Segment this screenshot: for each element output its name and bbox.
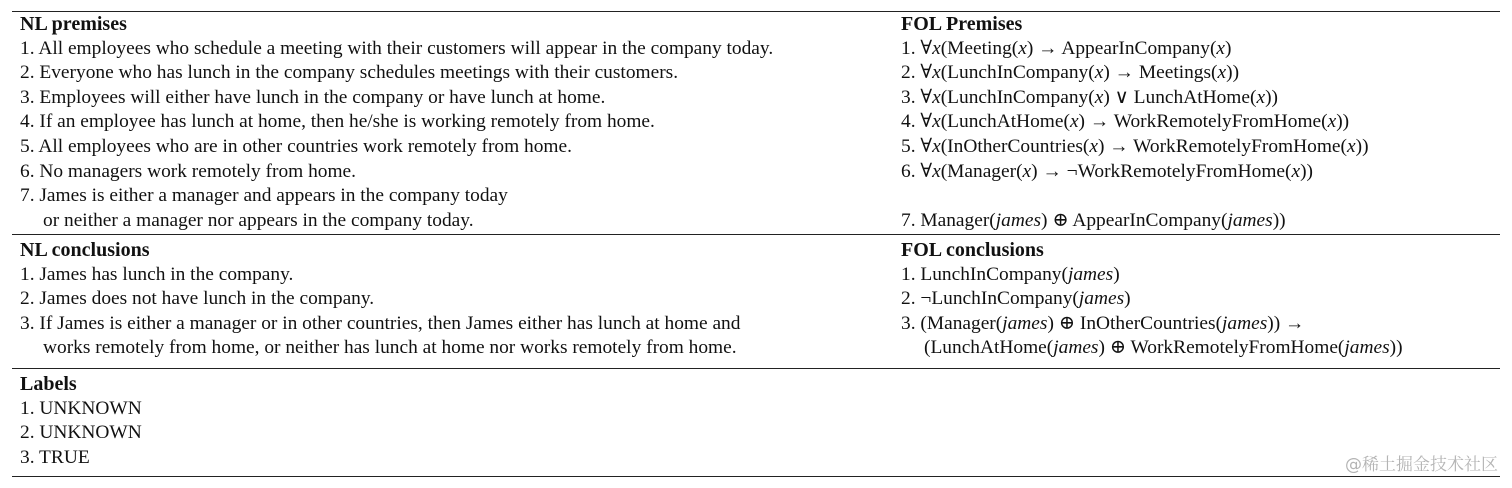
logic-example-table — [12, 11, 1500, 477]
spacer — [901, 184, 1501, 209]
nl-premise-1: 1. All employees who schedule a meeting with their customers will appear in the company today. — [20, 37, 774, 59]
nl-conclusions-column — [20, 238, 892, 361]
fol-conclusion-3-continued: (LunchAtHome(james) ⊕ WorkRemotelyFromHome(james)) — [924, 337, 1403, 359]
label-2: 2. UNKNOWN — [20, 422, 142, 444]
fol-conclusion-1: 1. LunchInCompany(james) — [901, 263, 1120, 285]
fol-premise-4: 4. ∀x(LunchAtHome(x) → WorkRemotelyFromHome(x)) — [901, 111, 1350, 133]
nl-premise-4: 4. If an employee has lunch at home, then he/she is working remotely from home. — [20, 111, 655, 133]
fol-conclusions-header: FOL conclusions — [901, 239, 1044, 261]
nl-premise-7: 7. James is either a manager and appears in the company today — [20, 185, 508, 207]
fol-premises-header: FOL Premises — [901, 13, 1023, 35]
nl-conclusion-3-continued: works remotely from home, or neither has lunch at home nor works remotely from home. — [43, 337, 737, 359]
nl-premise-3: 3. Employees will either have lunch in the company or have lunch at home. — [20, 86, 606, 108]
labels-header: Labels — [20, 373, 77, 395]
nl-premises-header: NL premises — [20, 13, 127, 35]
watermark: @稀土掘金技术社区 — [1345, 455, 1498, 475]
nl-conclusion-1: 1. James has lunch in the company. — [20, 263, 294, 285]
nl-premise-7-continued: or neither a manager nor appears in the company today. — [43, 209, 474, 231]
fol-conclusions-column — [901, 238, 1501, 361]
labels-section — [12, 369, 1500, 476]
fol-premise-3: 3. ∀x(LunchInCompany(x) ∨ LunchAtHome(x)) — [901, 86, 1278, 108]
nl-premise-5: 5. All employees who are in other countries work remotely from home. — [20, 135, 572, 157]
conclusions-section — [12, 235, 1500, 368]
labels-column — [20, 372, 892, 470]
label-3: 3. TRUE — [20, 446, 90, 468]
fol-premise-2: 2. ∀x(LunchInCompany(x) → Meetings(x)) — [901, 62, 1240, 84]
nl-premises-column — [20, 12, 892, 233]
nl-conclusion-2: 2. James does not have lunch in the company. — [20, 288, 375, 310]
nl-conclusions-header: NL conclusions — [20, 239, 150, 261]
nl-premise-6: 6. No managers work remotely from home. — [20, 160, 357, 182]
nl-conclusion-3: 3. If James is either a manager or in other countries, then James either has lunch at home and — [20, 312, 741, 334]
fol-premise-6: 6. ∀x(Manager(x) → ¬WorkRemotelyFromHome(x)) — [901, 160, 1314, 182]
fol-premises-column — [901, 12, 1501, 233]
fol-premise-5: 5. ∀x(InOtherCountries(x) → WorkRemotelyFromHome(x)) — [901, 135, 1369, 157]
fol-premise-1: 1. ∀x(Meeting(x) → AppearInCompany(x) — [901, 37, 1232, 59]
label-1: 1. UNKNOWN — [20, 397, 142, 419]
premises-section — [12, 12, 1500, 234]
bottom-rule — [12, 476, 1500, 477]
nl-premise-2: 2. Everyone who has lunch in the company schedules meetings with their customers. — [20, 62, 679, 84]
fol-premise-7: 7. Manager(james) ⊕ AppearInCompany(james)) — [901, 209, 1286, 231]
fol-conclusion-3: 3. (Manager(james) ⊕ InOtherCountries(james)) → — [901, 312, 1305, 334]
fol-conclusion-2: 2. ¬LunchInCompany(james) — [901, 288, 1131, 310]
